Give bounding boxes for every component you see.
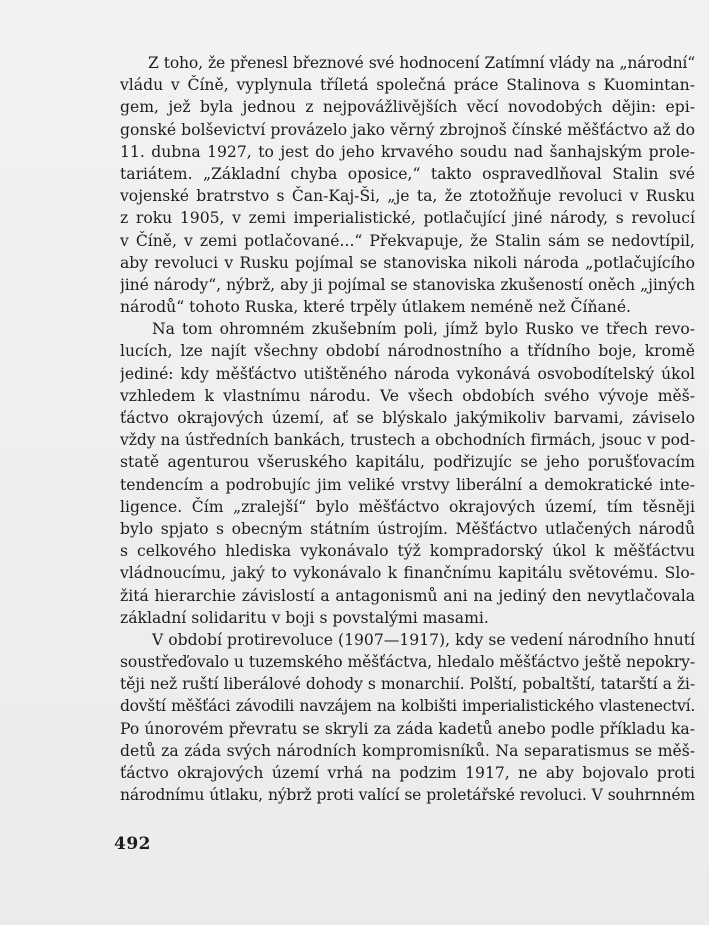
text-line: detů za záda svých národních kompromisníků. Na separatismus se měš- (120, 741, 695, 760)
text-line: vzhledem k vlastnímu národu. Ve všech obdobích svého vývoje měš- (120, 386, 695, 405)
text-line: lucích, lze najít všechny období národnostního a třídního boje, kromě (120, 342, 695, 361)
text-line: z roku 1905, v zemi imperialistické, potlačující jiné národy, s revolucí (120, 209, 695, 228)
text-line: v Číně, v zemi potlačované...“ Překvapuje, že Stalin sám se nedovtípil, (120, 231, 695, 250)
text-line: jiné národy“, nýbrž, aby ji pojímal se stanoviska zkušeností oněch „jiných (120, 275, 695, 294)
text-line: dovští měšťáci závodili navzájem na kolbišti imperialistického vlastenectví. (120, 697, 695, 716)
text-line: gonské bolševictví provázelo jako věrný zbrojnoš čínské měšťáctvo až do (120, 120, 695, 139)
text-line: žitá hierarchie závislostí a antagonismů ani na jediný den nevytlačovala (120, 586, 695, 605)
text-line: národnímu útlaku, nýbrž proti valící se proletářské revoluci. V souhrnném (120, 786, 695, 805)
text-line: ťáctvo okrajových území, ať se blýskalo jakýmikoliv barvami, záviselo (120, 409, 695, 427)
paragraph (120, 52, 695, 318)
text-line: V období protirevoluce (1907—1917), kdy se vedení národního hnutí (152, 630, 695, 649)
text-line: Po únorovém převratu se skryli za záda kadetů anebo podle příkladu ka- (120, 719, 695, 738)
text-line: Z toho, že přenesl březnové své hodnocení Zatímní vlády na „národní“ (148, 54, 695, 72)
text-line: s celkového hlediska vykonávalo týž kompradorský úkol k měšťáctvu (120, 542, 695, 561)
text-line: národů“ tohoto Ruska, které trpěly útlakem neméně než Číňané. (120, 298, 632, 317)
text-line: vládnoucímu, jaký to vykonávalo k finančnímu kapitálu světovému. Slo- (120, 564, 695, 583)
paragraph (120, 629, 695, 807)
text-line: Na tom ohromném zkušebním poli, jímž bylo Rusko ve třech revo- (152, 320, 695, 339)
text-line: tariátem. „Základní chyba oposice,“ takto ospravedlňoval Stalin své (120, 164, 695, 183)
text-line: ťáctvo okrajových území vrhá na podzim 1917, ne aby bojovalo proti (120, 764, 695, 782)
paragraph (120, 318, 695, 629)
page-number: 492 (114, 834, 151, 854)
text-line: 11. dubna 1927, to jest do jeho krvavého soudu nad šanhajským prole- (120, 142, 695, 161)
text-line: tendencím a podrobujíc jim veliké vrstvy liberální a demokratické inte- (120, 475, 695, 494)
body-text (120, 52, 695, 806)
text-line: bylo spjato s obecným státním ústrojím. Měšťáctvo utlačených národů (120, 519, 695, 538)
text-line: aby revoluci v Rusku pojímal se stanoviska nikoli národa „potlačujícího (120, 253, 695, 272)
text-line: vždy na ústředních bankách, trustech a obchodních firmách, jsouc v pod- (120, 431, 695, 450)
text-line: základní solidaritu v boji s povstalými masami. (120, 608, 489, 627)
text-line: gem, jež byla jednou z nejpovážlivějších věcí novodobých dějin: epi- (120, 98, 695, 117)
text-line: statě agenturou všeruského kapitálu, podřizujíc se jeho porušťovacím (120, 453, 695, 472)
text-line: soustřeďovalo u tuzemského měšťáctva, hledalo měšťáctvo ještě nepokry- (120, 653, 695, 672)
text-line: ligence. Čím „zralejší“ bylo měšťáctvo okrajových území, tím těsněji (120, 497, 695, 516)
text-line: těji než ruští liberálové dohody s monarchií. Polští, pobaltští, tatarští a ži- (120, 675, 695, 694)
text-line: vojenské bratrstvo s Čan-Kaj-Ši, „je ta, že ztotožňuje revoluci v Rusku (120, 187, 695, 206)
text-line: jediné: kdy měšťáctvo utištěného národa vykonává osvobodítelský úkol (120, 364, 695, 383)
text-line: vládu v Číně, vyplynula tříletá společná práce Stalinova s Kuomintan- (120, 76, 695, 95)
